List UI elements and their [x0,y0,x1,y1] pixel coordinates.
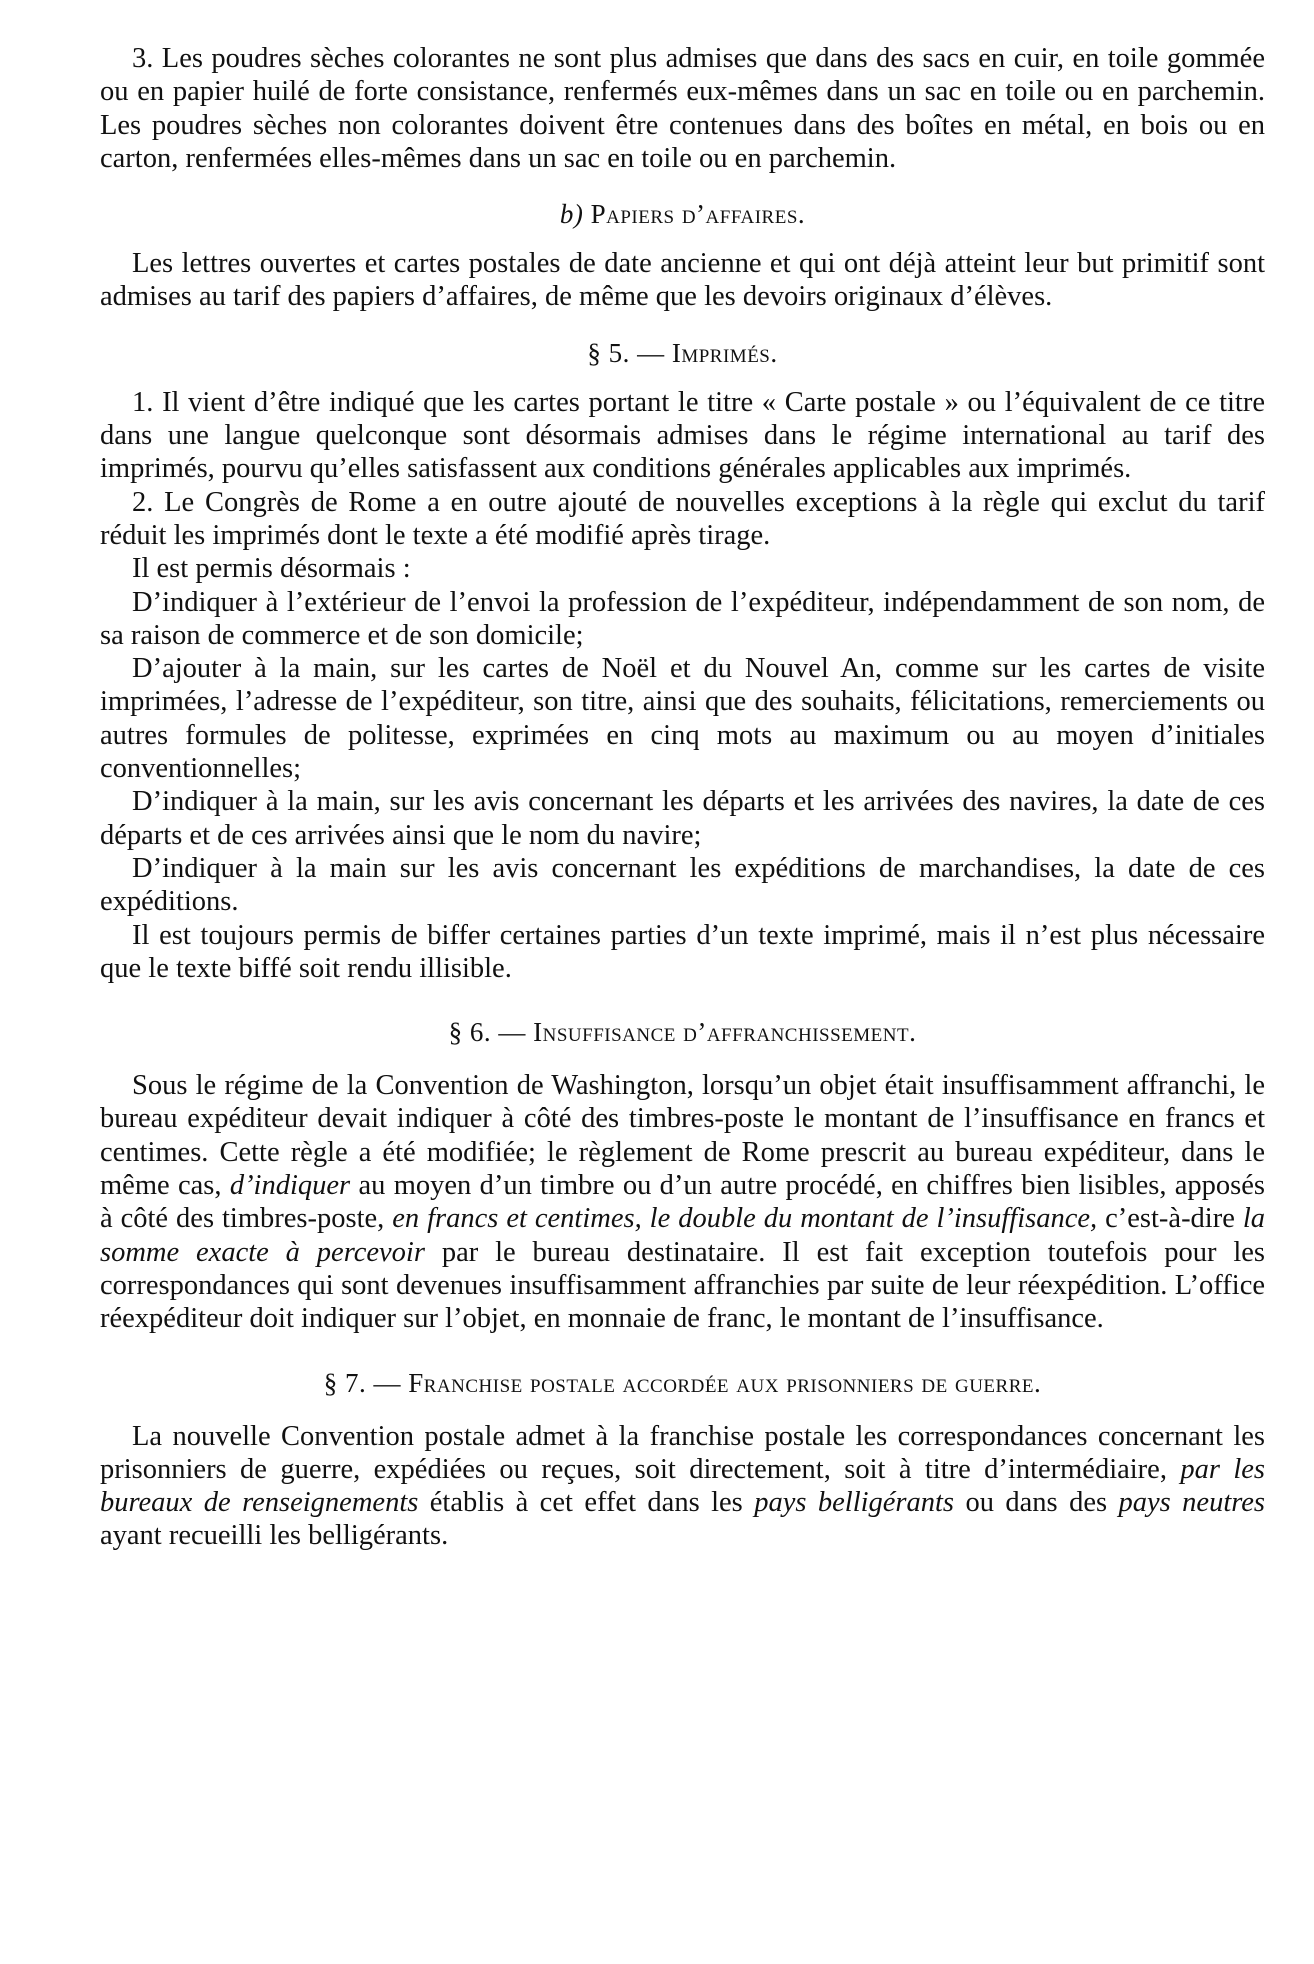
paragraph-imprimes-profession: D’indiquer à l’extérieur de l’envoi la profession de l’expéditeur, indépendamment de son nom, de sa raison de commerce et de son domicile; [100,586,1265,651]
paragraph-poudres-seches: 3. Les poudres sèches colorantes ne sont plus admises que dans des sacs en cuir, en toile gommée ou en papier huilé de forte consistance, renfermés eux-mêmes dans un sac en toile ou en parchemin. Les poudres sèches non colorantes doivent être contenues dans des boîtes en métal, en bois ou en carton, renfermées elles-mêmes dans un sac en toile ou en parchemin. [100,43,1265,174]
heading-title: Franchise postale accordée aux prisonniers de guerre. [408,1367,1042,1398]
text-segment: Sous le régime de la Convention de Washington, lorsqu’un objet était insuffisamment affranchi, le bureau expéditeur devait indiquer à côté des timbres-poste le montant de l’insuffisance en francs et centimes. Cette règle a été modifiée; le règlement de Rome prescrit au bureau expéditeur, dans le même cas, [100,1070,1265,1202]
text-segment: La nouvelle Convention postale admet à la franchise postale les correspondances concernant les prisonniers de guerre, expédiées ou reçues, soit directement, soit à titre d’intermédiaire, [100,1420,1265,1485]
heading-number: § 5. — [587,337,665,368]
text-segment: au moyen d’un timbre ou d’un autre procédé, en chiffres bien lisibles, apposés à côté des timbres-poste, [100,1170,1266,1235]
heading-title: Imprimés. [671,337,778,368]
paragraph-imprimes-navires: D’indiquer à la main, sur les avis concernant les départs et les arrivées des navires, la date de ces départs et de ces arrivées ainsi que le nom du navire; [100,786,1265,851]
italic-segment: pays belligérants [754,1487,955,1519]
document-page [100,42,1265,1553]
heading-title: Papiers d’affaires. [590,199,806,230]
text-segment: par le bureau destinataire. Il est fait exception toutefois pour les correspondances qui sont devenues insuffisamment affranchies par suite de leur réexpédition. L’office réexpéditeur doit indiquer sur l’objet, en monnaie de franc, le montant de l’insuffisance. [100,1236,1265,1335]
heading-section-5 [100,336,1265,370]
heading-number: § 6. — [448,1017,526,1048]
text-segment: ou dans des [965,1487,1108,1519]
paragraph-imprimes-permis: Il est permis désormais : [132,553,411,585]
italic-segment: la somme exacte à percevoir [100,1203,1266,1268]
paragraph-imprimes-marchandises: D’indiquer à la main sur les avis concernant les expéditions de marchandises, la date de ces expéditions. [100,852,1265,918]
heading-title: Insuffisance d’affranchissement. [533,1017,917,1048]
paragraph-imprimes-cartes-noel: D’ajouter à la main, sur les cartes de Noël et du Nouvel An, comme sur les cartes de visite imprimées, l’adresse de l’expéditeur, son titre, ainsi que des souhaits, félicitations, remerciements ou autres formules de politesse, exprimées en cinq mots au maximum ou au moyen d’initiales conventionnelles; [100,653,1265,785]
italic-segment: par les bureaux de renseignements [100,1453,1266,1519]
italic-segment: en francs et centimes, le double du montant de l’insuffisance, [392,1203,1098,1235]
text-segment: ayant recueilli les belligérants. [100,1520,449,1552]
paragraph-franchise-postale [100,1420,1265,1553]
paragraph-insuffisance [100,1069,1265,1335]
paragraph-imprimes-2: 2. Le Congrès de Rome a en outre ajouté de nouvelles exceptions à la règle qui exclut du tarif réduit les imprimés dont le texte a été modifié après tirage. [100,486,1265,551]
heading-papiers-affaires [100,197,1265,231]
paragraph-papiers-affaires: Les lettres ouvertes et cartes postales de date ancienne et qui ont déjà atteint leur but primitif sont admises au tarif des papiers d’affaires, de même que les devoirs originaux d’élèves. [100,248,1265,313]
paragraph-imprimes-biffer: Il est toujours permis de biffer certaines parties d’un texte imprimé, mais il n’est plus nécessaire que le texte biffé soit rendu illisible. [100,919,1265,984]
heading-section-7 [100,1366,1265,1400]
text-segment: c’est-à-dire [1105,1203,1235,1235]
heading-section-6 [100,1015,1265,1049]
heading-number: § 7. — [323,1367,401,1398]
heading-letter: b) [559,199,584,230]
italic-segment: pays neutres [1118,1487,1266,1519]
paragraph-imprimes-1: 1. Il vient d’être indiqué que les cartes portant le titre « Carte postale » ou l’équivalent de ce titre dans une langue quelconque sont désormais admises dans le régime international au tarif des imprimés, pourvu qu’elles satisfassent aux conditions générales applicables aux imprimés. [100,386,1265,485]
text-segment: établis à cet effet dans les [429,1487,743,1519]
italic-segment: d’indiquer [229,1170,351,1202]
